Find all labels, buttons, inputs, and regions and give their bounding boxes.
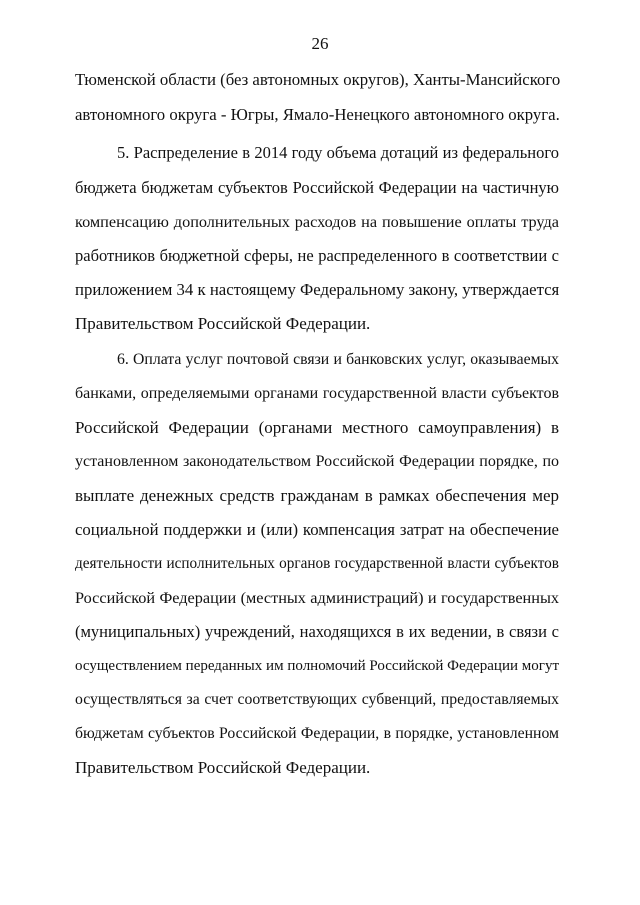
text-line: деятельности исполнительных органов государственной власти субъектов (75, 555, 559, 572)
text-line: банками, определяемыми органами государственной власти субъектов (75, 385, 559, 402)
text-line: бюджетам субъектов Российской Федерации, в порядке, установленном (75, 725, 559, 742)
text-line: автономного округа - Югры, Ямало-Ненецкого автономного округа. (75, 105, 560, 124)
text-line: осуществлением переданных им полномочий Российской Федерации могут (75, 658, 559, 674)
text-line: компенсацию дополнительных расходов на повышение оплаты труда (75, 213, 559, 231)
text-line: установленном законодательством Российской Федерации порядке, по (75, 453, 559, 470)
text-line: работников бюджетной сферы, не распределенного в соответствии с (75, 246, 559, 265)
text-line: Правительством Российской Федерации. (75, 314, 371, 333)
text-line: социальной поддержки и (или) компенсация затрат на обеспечение (75, 520, 559, 539)
text-line: 6. Оплата услуг почтовой связи и банковских услуг, оказываемых (117, 351, 559, 368)
page-number: 26 (311, 34, 329, 53)
text-line: Российской Федерации (местных администраций) и государственных (75, 589, 559, 607)
text-line: осуществляться за счет соответствующих субвенций, предоставляемых (75, 691, 559, 708)
text-line: Российской Федерации (органами местного самоуправления) в (75, 418, 559, 437)
text-line: Тюменской области (без автономных округов), Ханты-Мансийского (75, 70, 561, 89)
text-line: Правительством Российской Федерации. (75, 758, 371, 777)
text-line: бюджета бюджетам субъектов Российской Федерации на частичную (75, 178, 559, 197)
text-line: 5. Распределение в 2014 году объема дотаций из федерального (117, 143, 559, 162)
text-line: (муниципальных) учреждений, находящихся в их ведении, в связи с (75, 622, 559, 641)
text-line: приложением 34 к настоящему Федеральному закону, утверждается (75, 280, 560, 299)
text-line: выплате денежных средств гражданам в рамках обеспечения мер (75, 486, 559, 505)
